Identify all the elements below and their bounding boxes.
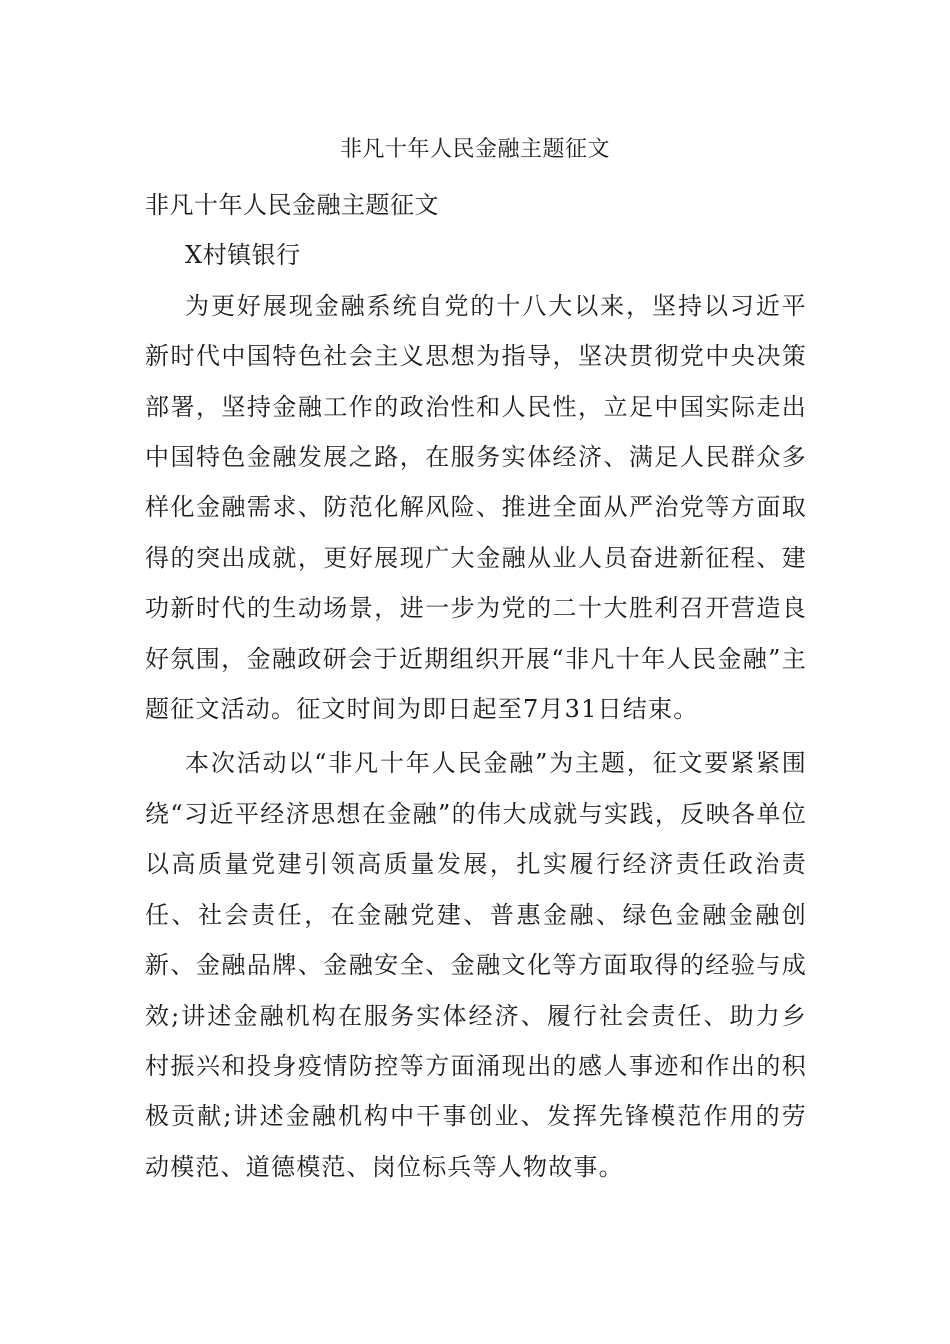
document-body — [145, 180, 807, 1192]
body-paragraph-1: 为更好展现金融系统自党的十八大以来，坚持以习近平新时代中国特色社会主义思想为指导，坚决贯彻党中央决策部署，坚持金融工作的政治性和人民性，立足中国实际走出中国特色金融发展之路，在服务实体经济、满足人民群众多样化金融需求、防范化解风险、推进全面从严治党等方面取得的突出成就，更好展现广大金融从业人员奋进新征程、建功新时代的生动场景，进一步为党的二十大胜利召开营造良好氛围，金融政研会于近期组织开展“非凡十年人民金融”主题征文活动。征文时间为即日起至7月31日结束。 — [145, 291, 807, 724]
body-paragraph-2: 本次活动以“非凡十年人民金融”为主题，征文要紧紧围绕“习近平经济思想在金融”的伟大成就与实践，反映各单位以高质量党建引领高质量发展，扎实履行经济责任政治责任、社会责任，在金融党建、普惠金融、绿色金融金融创新、金融品牌、金融安全、金融文化等方面取得的经验与成效;讲述金融机构在服务实体经济、履行社会责任、助力乡村振兴和投身疫情防控等方面涌现出的感人事迹和作出的积极贡献;讲述金融机构中干事创业、发挥先锋模范作用的劳动模范、道德模范、岗位标兵等人物故事。 — [145, 749, 807, 1181]
document-title: 非凡十年人民金融主题征文 — [339, 137, 610, 162]
author-line: X村镇银行 — [185, 241, 301, 270]
document-subtitle: 非凡十年人民金融主题征文 — [145, 191, 439, 219]
